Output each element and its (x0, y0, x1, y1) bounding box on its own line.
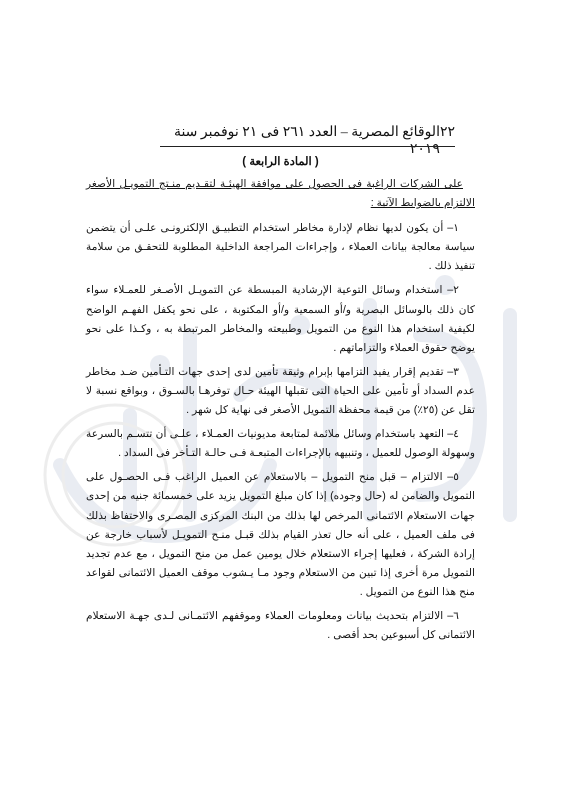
clause-3: ٣– تقديم إقرار يفيد التزامها بإبرام وثيقة تأمين لدى إحدى جهات التـأمين ضـد مخاطر عدم السداد أو تأمين على الحياة التى تقبلها الهيئة حـال توفرهـا بالسـوق ، وبواقع نسبة لا تقل عن (٢٥٪) من قيمة محفظة التمويل الأصغر فى نهاية كل شهر . (86, 365, 475, 417)
clause-2: ٢– استخدام وسائل التوعية الإرشادية المبسطة عن التمويـل الأصـغر للعمـلاء سواء كان ذلك بالوسائل البصرية و/أو السمعية و/أو المكتوبة ، على نحو يكفل الفهـم الواضح لكيفية استخدام هذا النوع من التمويل وطبيعته والمخاطر المرتبطة به ، وكـذا على نحو يوضح حقوق العملاء والتزاماتهم . (86, 284, 475, 354)
clause-4: ٤– التعهد باستخدام وسائل ملائمة لمتابعة مديونيات العمـلاء ، علـى أن تتسـم بالسرعة وسهولة الوصول للعميل ، وتنبيهه بالإجراءات المتبعـة فـى حالـة التـأخر فى السداد . (86, 428, 475, 460)
clause-6: ٦– الالتزام بتحديث بيانات ومعلومات العملاء وموقفهم الائتمـانى لـدى جهـة الاستعلام الائتمانى كل أسبوعين بحد أقصى . (86, 609, 475, 642)
clause-1: ١– أن يكون لديها نظام لإدارة مخاطر استخدام التطبيـق الإلكترونـى علـى أن يتضمن سياسة معالجة بيانات العملاء ، وإجراءات المراجعة الداخلية المطلوبة للتحقـق من سلامة تنفيذ ذلك . (86, 222, 475, 273)
article-body (86, 152, 475, 650)
clause-5: ٥– الالتزام – قبل منح التمويل – بالاستعلام عن العميل الراغب فـى الحصـول على التمويل والضامن له (حال وجوده) إذا كان مبلغ التمويل يزيد على خمسمائة جنيه من إحدى جهات الاستعلام الائتمانى المرخص لها بذلك من البنك المركزى المصـرى والاحتفاظ بذلك فى ملف العميل ، على أنه حال تعذر القيام بذلك قبـل منـح التمويـل لأسباب خارجة عن إرادة الشركة ، فعليها إجراء الاستعلام خلال يومين عمل من منح التمويل ، مع عدم تجديد التمويل مرة أخرى إذا تبين من الاستعلام وجود مـا يـشوب موقف العميل الائتمانى لقواعد منح هذا النوع من التمويل . (86, 471, 475, 598)
article-title: ( المادة الرابعة ) (242, 156, 319, 168)
article-intro: على الشركات الراغبة فى الحصول على موافقة الهيئـة لتقـديم منـتج التمويـل الأصغر الالتزام بالضوابط الآتية : (86, 178, 475, 210)
page-number: ٢٢ (439, 125, 455, 140)
header-divider (160, 146, 455, 147)
running-header (160, 124, 455, 157)
running-title: الوقائع المصرية – العدد ٢٦١ فى ٢١ نوفمبر سنة ٢٠١٩ (173, 125, 440, 157)
